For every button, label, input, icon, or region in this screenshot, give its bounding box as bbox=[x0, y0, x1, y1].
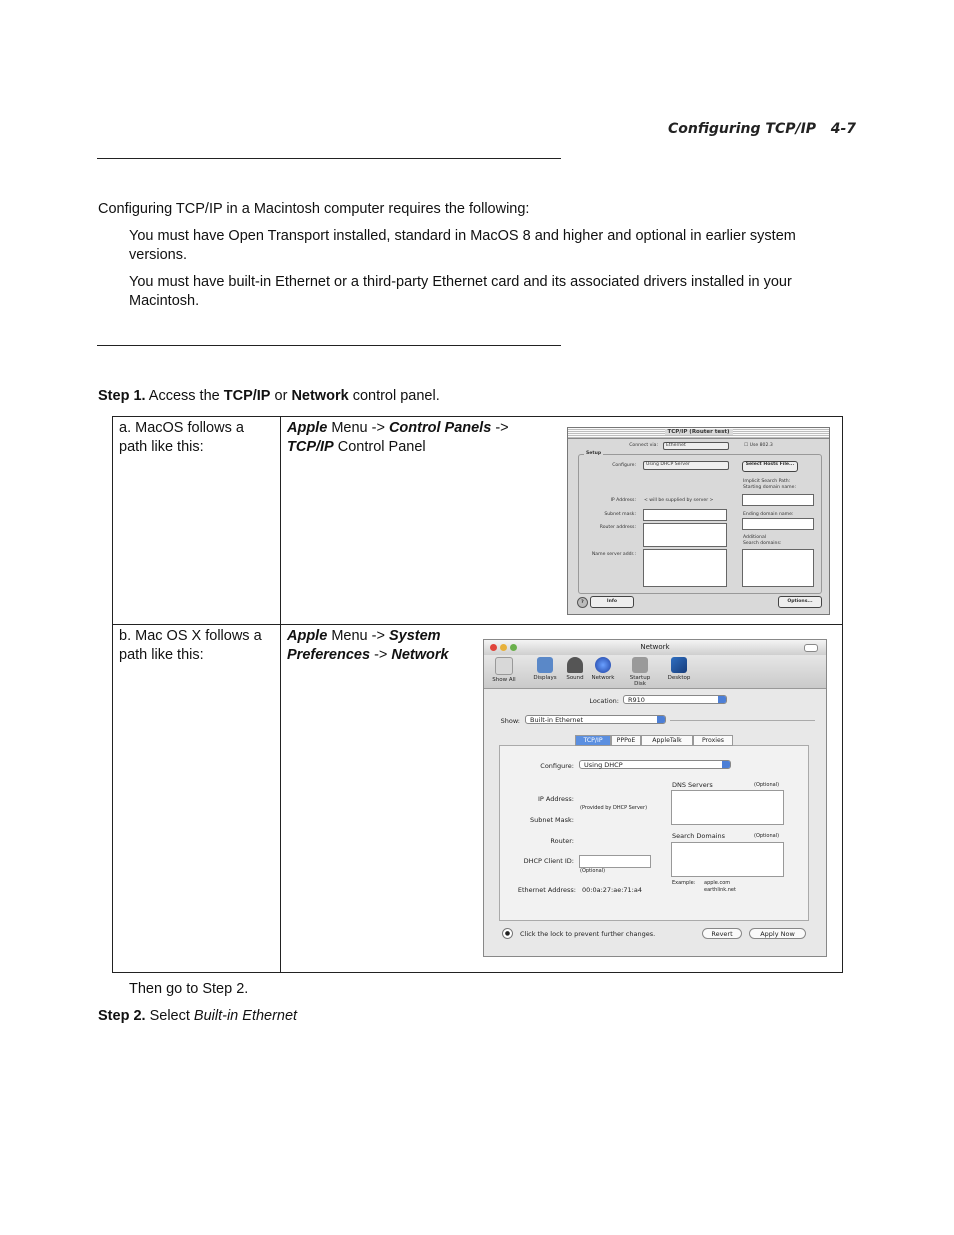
step-1-tcpip: TCP/IP bbox=[223, 388, 271, 404]
path-network: Network bbox=[391, 647, 449, 663]
router-address-field[interactable] bbox=[643, 523, 727, 547]
configure-label: Configure: bbox=[612, 463, 636, 468]
step-1 bbox=[98, 387, 848, 406]
network-globe-icon bbox=[595, 657, 611, 673]
select-hosts-button[interactable]: Select Hosts File... bbox=[742, 461, 798, 472]
sound-icon bbox=[567, 657, 583, 673]
path-menu: Menu -> bbox=[331, 420, 385, 436]
step-2-built-in-ethernet: Built-in Ethernet bbox=[193, 1008, 298, 1024]
displays-icon bbox=[537, 657, 553, 673]
setup-label: Setup bbox=[586, 451, 602, 456]
options-button[interactable]: Options... bbox=[778, 596, 822, 608]
search-domains-field[interactable] bbox=[742, 549, 814, 587]
help-icon[interactable]: ? bbox=[577, 597, 588, 608]
ethernet-address-value: 00:0a:27:ae:71:a4 bbox=[582, 886, 642, 894]
step-1-or: or bbox=[274, 388, 288, 404]
toolbar-label: Displays bbox=[533, 675, 557, 681]
toolbar-sound[interactable] bbox=[560, 657, 590, 681]
desktop-icon bbox=[671, 657, 687, 673]
toolbar-toggle-icon[interactable] bbox=[804, 644, 818, 652]
intro-lead: Configuring TCP/IP in a Macintosh computer requires the following: bbox=[98, 201, 530, 217]
path-menu: Menu -> bbox=[331, 628, 385, 644]
network-preferences-screenshot bbox=[483, 639, 827, 957]
additional-label: Additional bbox=[743, 535, 767, 540]
location-value: R910 bbox=[628, 696, 645, 704]
name-server-field[interactable] bbox=[643, 549, 727, 587]
configure-label: Configure: bbox=[540, 762, 574, 770]
step-1-label: Step 1. bbox=[98, 388, 146, 404]
example-1: apple.com bbox=[704, 880, 731, 886]
step-2 bbox=[98, 1007, 798, 1026]
path-preferences: Preferences bbox=[287, 647, 371, 663]
step-1-tail: control panel. bbox=[352, 388, 440, 404]
step-1-network: Network bbox=[291, 388, 349, 404]
show-all-icon bbox=[495, 657, 513, 675]
configure-value: Using DHCP Server bbox=[646, 462, 690, 467]
toolbar-label: Desktop bbox=[667, 675, 691, 681]
search-domains-field[interactable] bbox=[671, 842, 784, 877]
step-2-text: Select bbox=[149, 1008, 190, 1024]
search-domains-label: Search Domains bbox=[672, 832, 726, 840]
show-label: Show: bbox=[500, 717, 520, 725]
ip-address-label: IP Address: bbox=[538, 795, 574, 803]
requirement-1: You must have Open Transport installed, standard in MacOS 8 and higher and optional in earlier system versions. bbox=[129, 228, 796, 263]
example-label: Example: bbox=[672, 880, 696, 886]
location-popup[interactable] bbox=[623, 695, 727, 704]
subnet-mask-label: Subnet mask: bbox=[604, 512, 636, 517]
connect-via-label: Connect via: bbox=[629, 443, 658, 448]
running-header bbox=[560, 121, 856, 137]
row-b-path bbox=[281, 625, 478, 665]
path-system: System bbox=[388, 628, 441, 644]
window-title: Network bbox=[640, 643, 670, 651]
path-arrow: -> bbox=[374, 647, 388, 663]
configure-popup[interactable] bbox=[579, 760, 731, 769]
ip-address-note: (Provided by DHCP Server) bbox=[580, 805, 648, 811]
connect-via-popup[interactable] bbox=[663, 442, 729, 450]
starting-domain-field[interactable] bbox=[742, 494, 814, 506]
prefs-toolbar bbox=[484, 655, 826, 689]
path-control-panels: Control Panels bbox=[388, 420, 492, 436]
apply-now-button[interactable]: Apply Now bbox=[749, 928, 806, 939]
step-1-text: Access the bbox=[148, 388, 220, 404]
toolbar-label: Sound bbox=[566, 675, 584, 681]
dns-servers-label: DNS Servers bbox=[672, 781, 713, 789]
router-address-label: Router address: bbox=[599, 525, 636, 530]
subnet-mask-field[interactable] bbox=[643, 509, 727, 521]
lock-icon[interactable]: ● bbox=[502, 928, 513, 939]
section-rule-2 bbox=[97, 345, 561, 346]
example-2: earthlink.net bbox=[704, 887, 736, 893]
use-8021-checkbox[interactable]: ☐ Use 802.3 bbox=[744, 443, 773, 448]
dhcp-client-id-field[interactable] bbox=[579, 855, 651, 868]
toolbar-startup-disk[interactable] bbox=[625, 657, 655, 687]
dhcp-client-note: (Optional) bbox=[580, 868, 606, 874]
toolbar-displays[interactable] bbox=[530, 657, 560, 681]
configure-popup[interactable] bbox=[643, 461, 729, 470]
row-b-label-cell bbox=[113, 625, 281, 973]
section-rule-1 bbox=[97, 158, 561, 159]
then-text: Then go to Step 2. bbox=[129, 981, 249, 997]
separator bbox=[670, 720, 815, 721]
search-optional-label: (Optional) bbox=[754, 833, 780, 839]
subnet-mask-label: Subnet Mask: bbox=[529, 816, 574, 824]
dhcp-client-id-label: DHCP Client ID: bbox=[523, 857, 574, 865]
row-b-label: b. Mac OS X follows a path like this: bbox=[119, 628, 262, 663]
popup-arrow-icon bbox=[718, 696, 726, 703]
popup-arrow-icon bbox=[722, 761, 730, 768]
path-arrow: -> bbox=[495, 420, 509, 436]
starting-domain-label: Starting domain name: bbox=[743, 485, 797, 490]
step-2-label: Step 2. bbox=[98, 1008, 146, 1024]
header-title: Configuring TCP/IP bbox=[667, 121, 817, 137]
toolbar-label: Show All bbox=[492, 677, 516, 683]
tab-tcpip[interactable]: TCP/IP bbox=[575, 735, 611, 746]
toolbar-network[interactable] bbox=[588, 657, 618, 681]
name-server-label: Name server addr.: bbox=[591, 552, 636, 557]
use-8021-label: Use 802.3 bbox=[749, 443, 773, 448]
toolbar-label: Startup Disk bbox=[629, 675, 651, 687]
ip-address-label: IP Address: bbox=[610, 498, 636, 503]
ending-domain-label: Ending domain name: bbox=[743, 512, 794, 517]
tab-pppoe[interactable]: PPPoE bbox=[611, 735, 641, 746]
path-apple: Apple bbox=[287, 628, 328, 644]
startup-disk-icon bbox=[632, 657, 648, 673]
path-control-panel: Control Panel bbox=[337, 439, 426, 455]
search-domains-label: Search domains: bbox=[743, 541, 782, 546]
window-titlebar bbox=[484, 640, 826, 656]
toolbar-label: Network bbox=[591, 675, 615, 681]
tab-appletalk[interactable]: AppleTalk bbox=[641, 735, 693, 746]
dns-servers-field[interactable] bbox=[671, 790, 784, 825]
lock-text: Click the lock to prevent further changes. bbox=[520, 930, 656, 938]
configure-value: Using DHCP bbox=[584, 761, 623, 769]
show-value: Built-in Ethernet bbox=[530, 716, 584, 724]
window-title: TCP/IP (Router test) bbox=[664, 429, 732, 435]
implicit-search-label: Implicit Search Path: bbox=[743, 479, 791, 484]
tcpip-control-panel-screenshot bbox=[567, 427, 830, 615]
ip-address-value: < will be supplied by server > bbox=[644, 498, 714, 503]
info-button[interactable]: Info bbox=[590, 596, 634, 608]
tab-proxies[interactable]: Proxies bbox=[693, 735, 733, 746]
popup-arrow-icon bbox=[657, 716, 665, 723]
window-titlebar bbox=[568, 428, 829, 439]
path-tcpip: TCP/IP bbox=[287, 439, 334, 455]
revert-button[interactable]: Revert bbox=[702, 928, 742, 939]
path-apple: Apple bbox=[287, 420, 328, 436]
connect-via-value: Ethernet bbox=[666, 443, 686, 448]
dns-optional-label: (Optional) bbox=[754, 782, 780, 788]
show-popup[interactable] bbox=[525, 715, 666, 724]
toolbar-show-all[interactable] bbox=[489, 657, 519, 683]
page-number: 4-7 bbox=[830, 121, 856, 137]
location-label: Location: bbox=[589, 697, 619, 705]
row-a-label: a. MacOS follows a path like this: bbox=[119, 420, 244, 455]
row-a-label-cell bbox=[113, 417, 281, 625]
ending-domain-field[interactable] bbox=[742, 518, 814, 530]
requirement-2: You must have built-in Ethernet or a third-party Ethernet card and its associated drivers installed in your Macintosh. bbox=[129, 274, 792, 309]
ethernet-address-label: Ethernet Address: bbox=[517, 886, 576, 894]
router-label: Router: bbox=[550, 837, 574, 845]
toolbar-desktop[interactable] bbox=[664, 657, 694, 681]
row-a-path bbox=[281, 417, 543, 457]
